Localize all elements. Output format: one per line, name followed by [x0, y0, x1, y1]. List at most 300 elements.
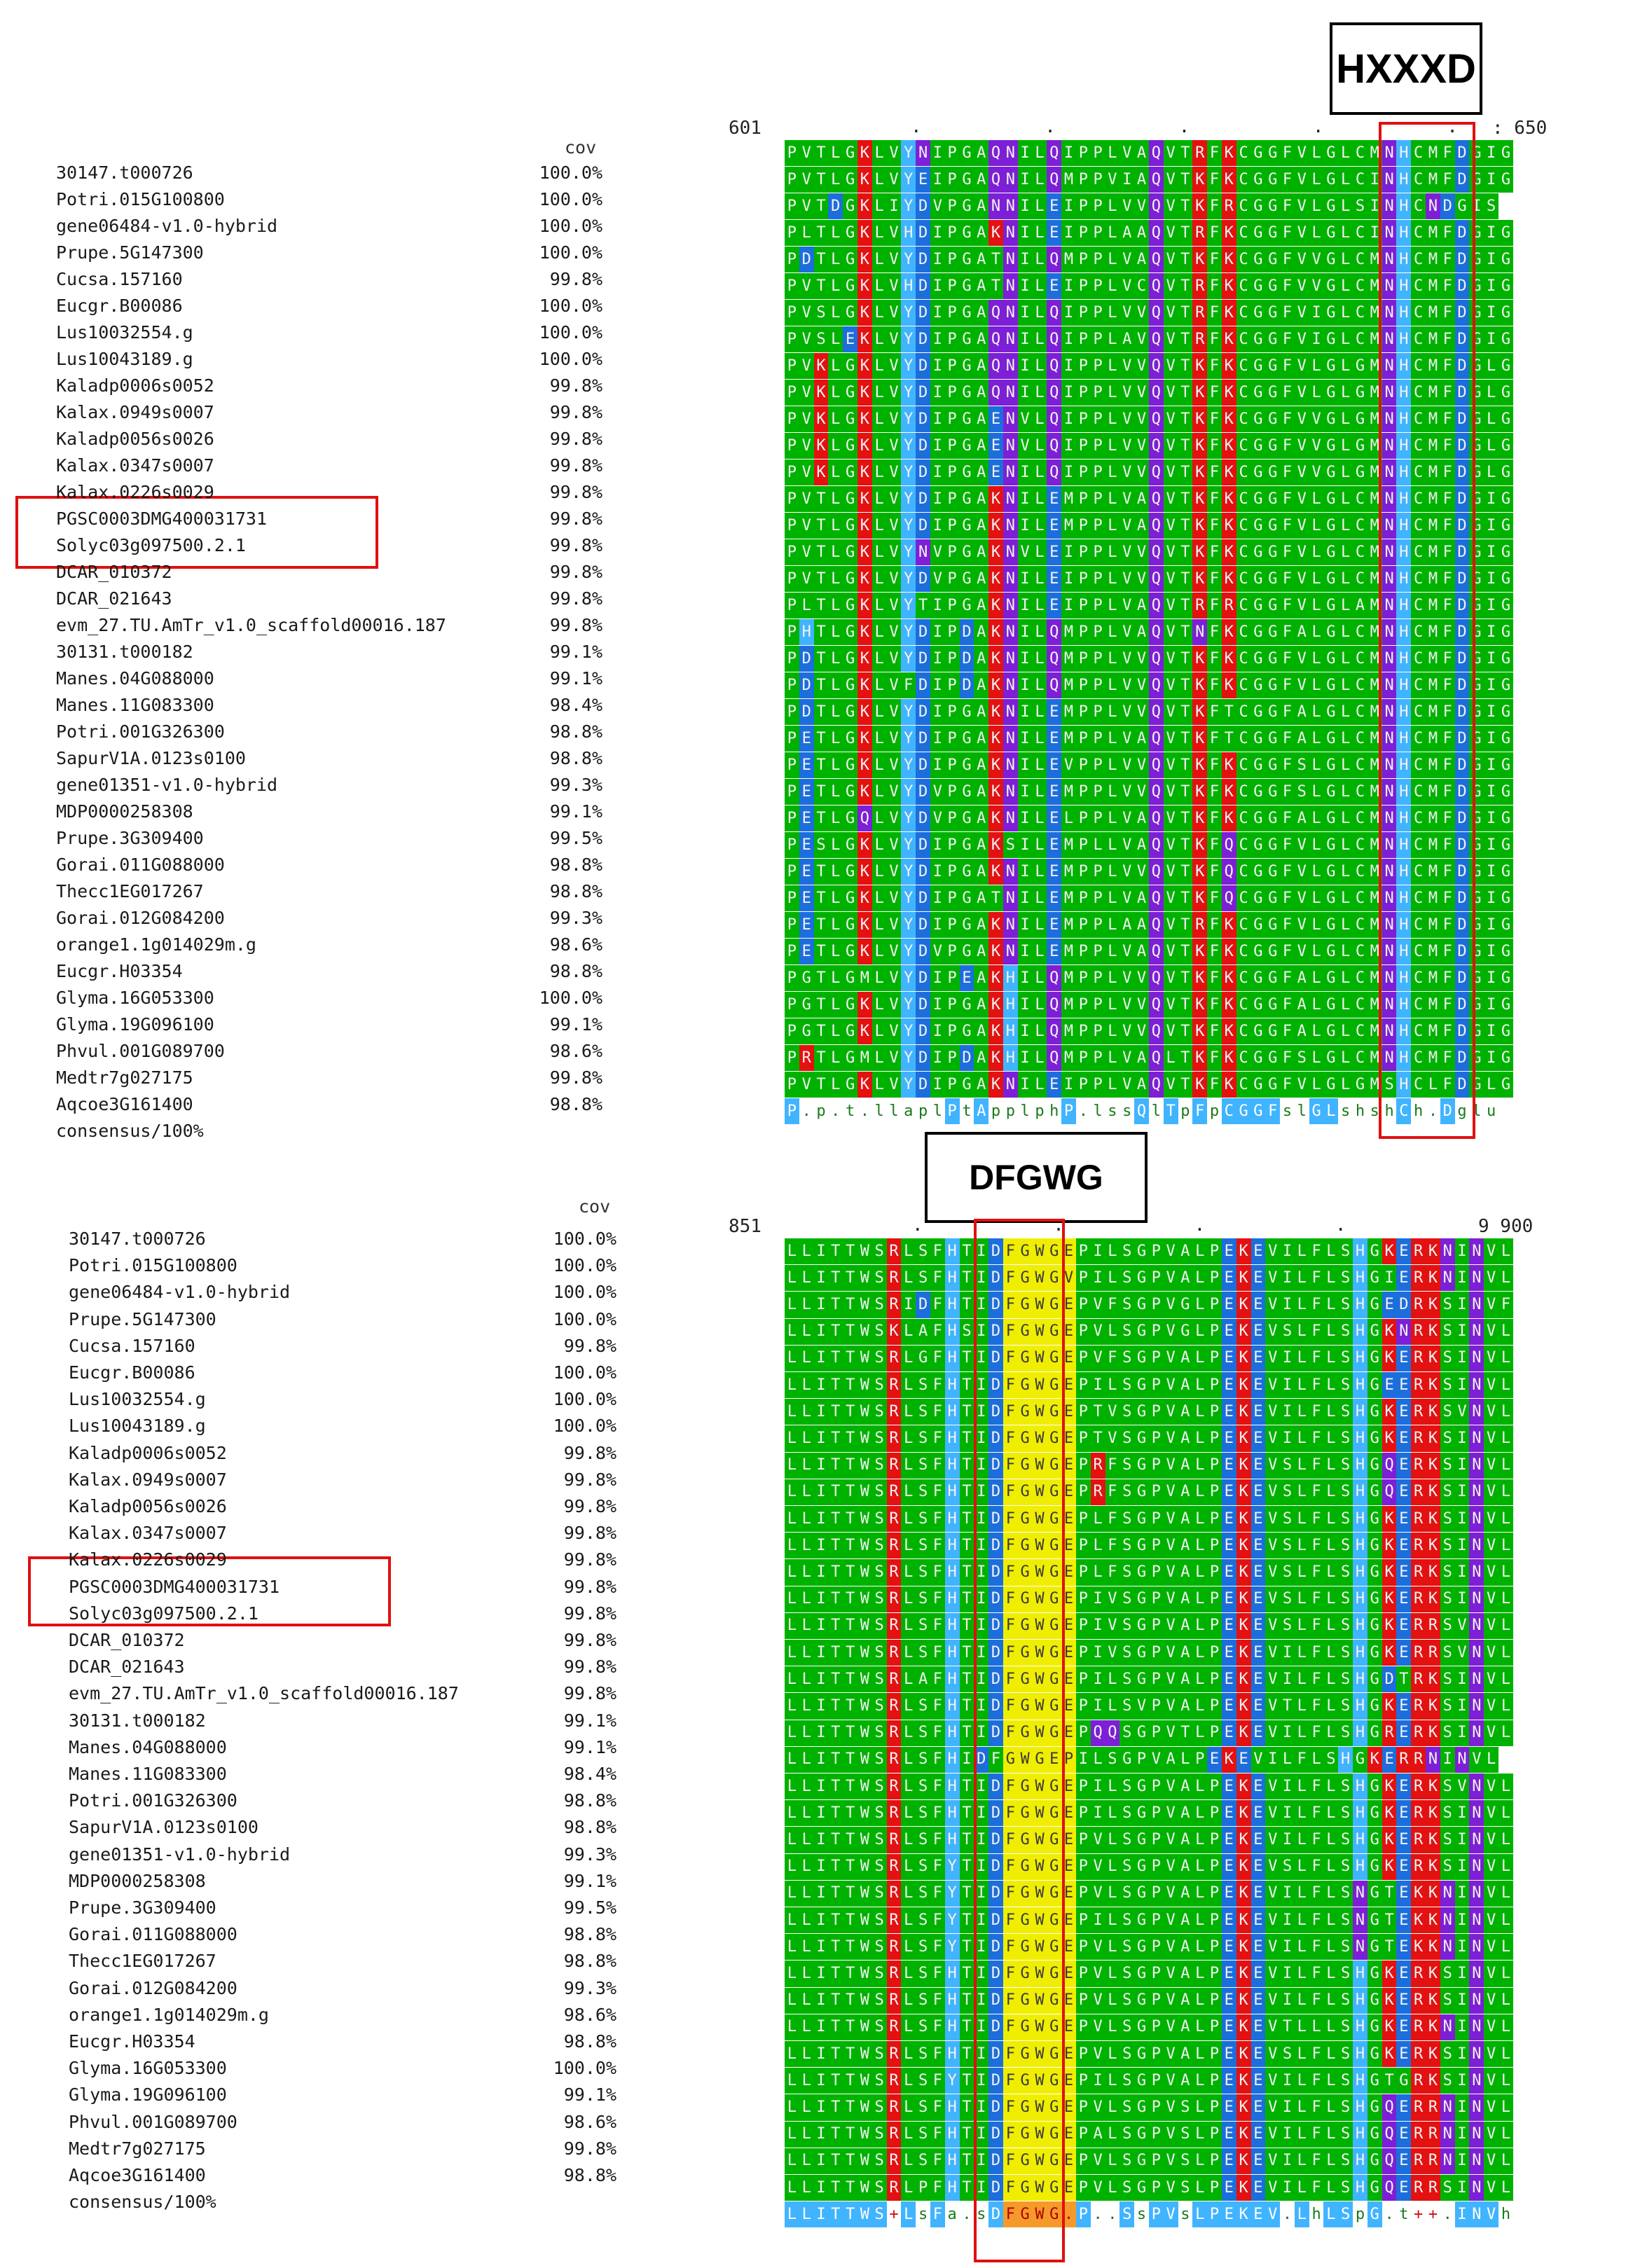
residue-cell: G — [1265, 939, 1280, 964]
residue-cell: L — [1105, 672, 1120, 698]
residue-cell: L — [1105, 1934, 1120, 1960]
residue-cell: Y — [901, 380, 916, 406]
residue-cell: E — [1382, 1292, 1397, 1318]
residue-cell: R — [887, 1720, 902, 1746]
residue-cell: L — [799, 2068, 814, 2094]
residue-cell: G — [960, 912, 974, 938]
sequence-name: Prupe.5G147300 — [69, 1308, 216, 1329]
residue-cell: G — [960, 885, 974, 911]
residue-cell: D — [988, 2094, 1003, 2120]
residue-cell: N — [1003, 380, 1018, 406]
residue-cell: S — [1119, 1319, 1134, 1345]
residue-cell: A — [1295, 726, 1309, 752]
consensus-cell: l — [887, 1098, 902, 1124]
consensus-cell: l — [930, 1098, 945, 1124]
residue-cell: F — [1440, 965, 1455, 991]
residue-cell: T — [1178, 300, 1193, 326]
residue-cell: T — [960, 2148, 974, 2174]
residue-cell: H — [1003, 1045, 1018, 1071]
residue-cell: V — [887, 646, 902, 672]
residue-cell: P — [1076, 2094, 1091, 2120]
residue-cell: L — [1105, 1666, 1120, 1692]
residue-cell: G — [1018, 2175, 1033, 2201]
residue-cell: A — [1178, 1907, 1193, 1933]
sequence-name: Lus10032554.g — [69, 1389, 206, 1410]
residue-cell: H — [1353, 1319, 1367, 1345]
residue-cell: H — [1353, 1800, 1367, 1826]
residue-cell: G — [1265, 273, 1280, 299]
residue-cell: C — [1236, 513, 1251, 539]
residue-cell: T — [960, 1453, 974, 1479]
residue-cell: S — [872, 2094, 887, 2120]
residue-cell: V — [887, 167, 902, 193]
residue-cell: I — [1484, 247, 1498, 272]
consensus-cell: F — [1192, 1098, 1207, 1124]
residue-cell: N — [1382, 965, 1397, 991]
residue-cell: E — [1061, 1881, 1076, 1907]
residue-cell: T — [1178, 646, 1193, 672]
residue-cell: H — [945, 1800, 960, 1826]
residue-cell: I — [1484, 140, 1498, 166]
residue-cell: P — [1207, 1640, 1222, 1666]
residue-cell: A — [1178, 2041, 1193, 2067]
residue-cell: H — [945, 2175, 960, 2201]
residue-cell: N — [1003, 672, 1018, 698]
residue-cell: K — [1411, 1881, 1426, 1907]
consensus-cell: T — [843, 2201, 857, 2227]
residue-cell: V — [1164, 1346, 1178, 1371]
residue-cell: G — [960, 832, 974, 858]
consensus-cell: E — [1251, 2201, 1266, 2227]
residue-cell: L — [901, 1613, 916, 1639]
residue-cell: A — [1178, 1934, 1193, 1960]
residue-cell: C — [1411, 805, 1426, 831]
residue-cell: L — [1323, 2094, 1338, 2120]
residue-cell: W — [1033, 1854, 1047, 1880]
residue-cell: H — [1396, 699, 1411, 725]
residue-cell: K — [814, 353, 829, 379]
residue-cell: H — [1396, 832, 1411, 858]
residue-cell: P — [1076, 1045, 1091, 1071]
residue-cell: G — [1367, 1881, 1382, 1907]
residue-cell: H — [945, 1399, 960, 1425]
residue-cell: C — [1411, 513, 1426, 539]
sequence-name: 30131.t000182 — [69, 1710, 206, 1731]
residue-cell: N — [1469, 1640, 1484, 1666]
residue-cell: S — [872, 1800, 887, 1826]
residue-cell: L — [785, 1800, 799, 1826]
residue-cell: G — [1251, 1018, 1266, 1044]
residue-cell: P — [1076, 1346, 1091, 1371]
residue-cell: C — [1236, 699, 1251, 725]
residue-cell: F — [1309, 1854, 1324, 1880]
residue-cell: M — [1061, 699, 1076, 725]
residue-cell: N — [1382, 752, 1397, 778]
residue-cell: F — [1440, 273, 1455, 299]
residue-cell: N — [1469, 2014, 1484, 2040]
residue-cell: A — [1178, 1881, 1193, 1907]
residue-cell: L — [1295, 1319, 1309, 1345]
residue-cell: S — [1295, 1045, 1309, 1071]
residue-cell: I — [1455, 2094, 1470, 2120]
residue-cell: H — [945, 1238, 960, 1264]
residue-cell: N — [1003, 779, 1018, 805]
residue-cell: I — [1091, 1907, 1105, 1933]
residue-cell: H — [1003, 965, 1018, 991]
residue-cell: S — [872, 1506, 887, 1532]
sequence-name: Kalax.0347s0007 — [69, 1523, 227, 1544]
residue-cell: E — [1251, 1559, 1266, 1585]
residue-cell: F — [930, 1372, 945, 1398]
coverage-value: 99.8% — [563, 1657, 616, 1678]
sequence-name: PGSC0003DMG400031731 — [69, 1576, 280, 1597]
residue-cell: T — [843, 1319, 857, 1345]
residue-cell: F — [1280, 832, 1295, 858]
residue-cell: G — [1265, 699, 1280, 725]
residue-cell: I — [814, 1988, 829, 2014]
residue-cell: V — [1119, 939, 1134, 964]
residue-cell: F — [1440, 353, 1455, 379]
residue-cell: L — [901, 2041, 916, 2067]
residue-cell: I — [974, 2068, 988, 2094]
residue-cell: G — [843, 513, 857, 539]
residue-cell: D — [988, 1586, 1003, 1612]
residue-cell: L — [1105, 859, 1120, 885]
residue-cell: N — [1382, 619, 1397, 645]
residue-cell: K — [988, 832, 1003, 858]
residue-cell: V — [1455, 1640, 1470, 1666]
residue-cell: I — [1484, 566, 1498, 592]
residue-cell: L — [785, 2041, 799, 2067]
residue-cell: N — [1440, 1907, 1455, 1933]
residue-cell: L — [872, 912, 887, 938]
residue-cell: Y — [901, 140, 916, 166]
residue-cell: C — [1353, 619, 1367, 645]
residue-cell: W — [1033, 1479, 1047, 1505]
residue-cell: V — [1484, 2014, 1498, 2040]
residue-cell: V — [1134, 326, 1149, 352]
residue-cell: W — [857, 1453, 872, 1479]
residue-cell: V — [1018, 539, 1033, 565]
residue-cell: Q — [988, 300, 1003, 326]
residue-cell: L — [1105, 2122, 1120, 2148]
residue-cell: A — [1178, 1961, 1193, 1986]
residue-cell: A — [974, 353, 988, 379]
residue-cell: F — [930, 2094, 945, 2120]
residue-cell: Q — [1149, 779, 1164, 805]
residue-cell: N — [1469, 1720, 1484, 1746]
residue-cell: V — [1164, 1533, 1178, 1558]
residue-cell: L — [1105, 353, 1120, 379]
residue-cell: P — [1091, 539, 1105, 565]
residue-cell: T — [1178, 167, 1193, 193]
residue-cell: T — [1178, 859, 1193, 885]
residue-cell: C — [1411, 885, 1426, 911]
residue-cell: L — [901, 2122, 916, 2148]
residue-cell: F — [1207, 699, 1222, 725]
residue-cell: G — [1134, 1988, 1149, 2014]
residue-cell: M — [1367, 1072, 1382, 1098]
residue-cell: E — [1222, 2068, 1236, 2094]
residue-cell: K — [1426, 1506, 1440, 1532]
residue-cell: F — [1280, 779, 1295, 805]
residue-cell: P — [1149, 2014, 1164, 2040]
residue-cell: L — [1338, 167, 1353, 193]
residue-cell: K — [857, 247, 872, 272]
residue-cell: P — [1149, 1425, 1164, 1451]
residue-cell: I — [1076, 1747, 1091, 1773]
residue-cell: I — [1280, 2148, 1295, 2174]
residue-cell: M — [1367, 486, 1382, 512]
consensus-cell: G — [1251, 1098, 1266, 1124]
residue-cell: P — [1207, 1666, 1222, 1692]
residue-cell: K — [857, 1018, 872, 1044]
residue-cell: E — [1251, 1453, 1266, 1479]
residue-cell: P — [945, 167, 960, 193]
residue-cell: D — [988, 1988, 1003, 2014]
residue-cell: T — [1178, 220, 1193, 246]
residue-cell: N — [1003, 300, 1018, 326]
residue-cell: G — [1047, 1854, 1061, 1880]
residue-cell: G — [1367, 1319, 1382, 1345]
residue-cell: L — [828, 353, 843, 379]
residue-cell: L — [1309, 965, 1324, 991]
residue-cell: G — [1265, 513, 1280, 539]
residue-cell: R — [887, 1372, 902, 1398]
residue-cell: T — [814, 672, 829, 698]
residue-cell: P — [945, 779, 960, 805]
residue-cell: N — [1382, 193, 1397, 219]
residue-cell: I — [1018, 805, 1033, 831]
sequence-name: gene06484-v1.0-hybrid — [56, 216, 278, 236]
residue-cell: I — [814, 1479, 829, 1505]
residue-cell: G — [960, 380, 974, 406]
residue-cell: D — [799, 247, 814, 272]
residue-cell: G — [1265, 859, 1280, 885]
residue-cell: L — [1338, 539, 1353, 565]
residue-cell: D — [1455, 1072, 1470, 1098]
residue-cell: E — [1061, 1292, 1076, 1318]
residue-cell: I — [1018, 1045, 1033, 1071]
residue-cell: S — [916, 1559, 930, 1585]
residue-cell: F — [1440, 433, 1455, 459]
residue-cell: E — [1251, 2068, 1266, 2094]
residue-cell: G — [1134, 1800, 1149, 1826]
residue-cell: F — [1003, 1533, 1018, 1558]
residue-cell: V — [887, 1018, 902, 1044]
consensus-cell: A — [974, 1098, 988, 1124]
residue-cell: G — [1367, 1988, 1382, 2014]
residue-cell: A — [974, 140, 988, 166]
residue-cell: K — [1222, 300, 1236, 326]
residue-cell: N — [1003, 752, 1018, 778]
residue-cell: G — [1251, 672, 1266, 698]
residue-cell: K — [857, 433, 872, 459]
residue-cell: G — [1323, 247, 1338, 272]
residue-cell: S — [916, 1533, 930, 1558]
residue-cell: T — [1178, 885, 1193, 911]
residue-cell: T — [960, 2122, 974, 2148]
residue-cell: L — [1338, 832, 1353, 858]
residue-cell: T — [814, 247, 829, 272]
residue-cell: T — [843, 1265, 857, 1291]
residue-cell: E — [1061, 1854, 1076, 1880]
residue-cell: K — [857, 779, 872, 805]
residue-cell: L — [1498, 1479, 1513, 1505]
residue-cell: L — [1033, 486, 1047, 512]
residue-cell: P — [1207, 1881, 1222, 1907]
residue-cell: I — [1484, 912, 1498, 938]
residue-cell: G — [1018, 1666, 1033, 1692]
residue-cell: G — [1469, 965, 1484, 991]
residue-cell: K — [1426, 1827, 1440, 1853]
residue-cell: L — [1323, 1773, 1338, 1799]
residue-cell: N — [1003, 433, 1018, 459]
residue-cell: M — [1367, 566, 1382, 592]
residue-cell: H — [1396, 140, 1411, 166]
residue-cell: D — [916, 992, 930, 1018]
alignment-grid — [785, 1238, 1513, 2228]
residue-cell: F — [1207, 380, 1222, 406]
residue-cell: I — [974, 1640, 988, 1666]
residue-cell: E — [1236, 1747, 1251, 1773]
residue-cell: F — [1440, 619, 1455, 645]
residue-cell: S — [916, 1988, 930, 2014]
sequence-name: Potri.015G100800 — [69, 1255, 237, 1276]
coverage-value: 99.8% — [563, 1442, 616, 1463]
residue-cell: V — [930, 779, 945, 805]
residue-cell: P — [945, 752, 960, 778]
residue-cell: L — [872, 726, 887, 752]
residue-cell: F — [1440, 832, 1455, 858]
residue-cell: F — [1105, 1292, 1120, 1318]
residue-cell: Y — [901, 406, 916, 432]
residue-cell: P — [1076, 859, 1091, 885]
residue-cell: D — [1455, 353, 1470, 379]
residue-cell: F — [1309, 1640, 1324, 1666]
residue-cell: T — [960, 1346, 974, 1371]
residue-cell: H — [1396, 539, 1411, 565]
residue-cell: E — [1251, 1479, 1266, 1505]
residue-cell: H — [945, 2041, 960, 2067]
coverage-value: 99.8% — [549, 482, 602, 502]
residue-cell: M — [1061, 859, 1076, 885]
residue-cell: N — [1003, 167, 1018, 193]
residue-cell: T — [843, 1693, 857, 1719]
alignment-row — [785, 2094, 1513, 2120]
residue-cell: L — [799, 1720, 814, 1746]
residue-cell: K — [857, 167, 872, 193]
residue-cell: V — [1265, 2014, 1280, 2040]
residue-cell: M — [1426, 726, 1440, 752]
residue-cell: P — [1091, 593, 1105, 618]
consensus-cell: t — [1396, 2201, 1411, 2227]
residue-cell: N — [1469, 1773, 1484, 1799]
residue-cell: P — [785, 859, 799, 885]
residue-cell: G — [1134, 2068, 1149, 2094]
residue-cell: L — [1295, 1559, 1309, 1585]
residue-cell: L — [1309, 539, 1324, 565]
residue-cell: E — [1061, 1372, 1076, 1398]
residue-cell: L — [1498, 1265, 1513, 1291]
residue-cell: P — [1076, 805, 1091, 831]
residue-cell: F — [1280, 167, 1295, 193]
residue-cell: L — [1033, 593, 1047, 618]
residue-cell: K — [1426, 1346, 1440, 1371]
residue-cell: M — [1367, 885, 1382, 911]
residue-cell: N — [1382, 513, 1397, 539]
residue-cell: G — [1018, 1640, 1033, 1666]
residue-cell: H — [1353, 1640, 1367, 1666]
residue-cell: I — [1484, 939, 1498, 964]
residue-cell: S — [1338, 1720, 1353, 1746]
residue-cell: L — [872, 140, 887, 166]
residue-cell: S — [1280, 1613, 1295, 1639]
residue-cell: P — [1091, 406, 1105, 432]
residue-cell: I — [974, 1961, 988, 1986]
residue-cell: V — [1119, 965, 1134, 991]
residue-cell: C — [1353, 539, 1367, 565]
residue-cell: S — [1003, 832, 1018, 858]
residue-cell: T — [843, 1961, 857, 1986]
residue-cell: W — [1033, 1934, 1047, 1960]
residue-cell: G — [843, 939, 857, 964]
residue-cell: E — [1251, 1961, 1266, 1986]
residue-cell: P — [1149, 1934, 1164, 1960]
residue-cell: F — [1003, 1773, 1018, 1799]
residue-cell: S — [1119, 1399, 1134, 1425]
residue-cell: C — [1353, 167, 1367, 193]
residue-cell: L — [1033, 699, 1047, 725]
residue-cell: Q — [1149, 539, 1164, 565]
residue-cell: C — [1353, 486, 1367, 512]
residue-cell: V — [1295, 593, 1309, 618]
residue-cell: W — [1033, 1506, 1047, 1532]
residue-cell: L — [785, 1988, 799, 2014]
residue-cell: D — [916, 885, 930, 911]
residue-cell: L — [785, 2148, 799, 2174]
residue-cell: L — [1338, 513, 1353, 539]
residue-cell: G — [1498, 805, 1513, 831]
residue-cell: V — [1164, 1559, 1178, 1585]
residue-cell: V — [887, 353, 902, 379]
residue-cell: A — [974, 779, 988, 805]
residue-cell: V — [1484, 1533, 1498, 1558]
residue-cell: G — [843, 646, 857, 672]
residue-cell: L — [1295, 1453, 1309, 1479]
residue-cell: A — [974, 805, 988, 831]
alignment-row — [785, 2175, 1513, 2201]
residue-cell: M — [1426, 992, 1440, 1018]
residue-cell: E — [1396, 1453, 1411, 1479]
residue-cell: H — [945, 1988, 960, 2014]
residue-cell: L — [1033, 247, 1047, 272]
residue-cell: V — [1265, 1346, 1280, 1371]
residue-cell: P — [1207, 1292, 1222, 1318]
residue-cell: K — [857, 832, 872, 858]
residue-cell: T — [843, 2122, 857, 2148]
residue-cell: S — [1119, 2014, 1134, 2040]
consensus-cell: S — [1119, 2201, 1134, 2227]
residue-cell: F — [1003, 1934, 1018, 1960]
residue-cell: L — [872, 300, 887, 326]
residue-cell: W — [1033, 1265, 1047, 1291]
residue-cell: I — [1280, 1346, 1295, 1371]
residue-cell: N — [1469, 1238, 1484, 1264]
residue-cell: D — [1455, 939, 1470, 964]
residue-cell: M — [1061, 912, 1076, 938]
residue-cell: I — [814, 1533, 829, 1558]
